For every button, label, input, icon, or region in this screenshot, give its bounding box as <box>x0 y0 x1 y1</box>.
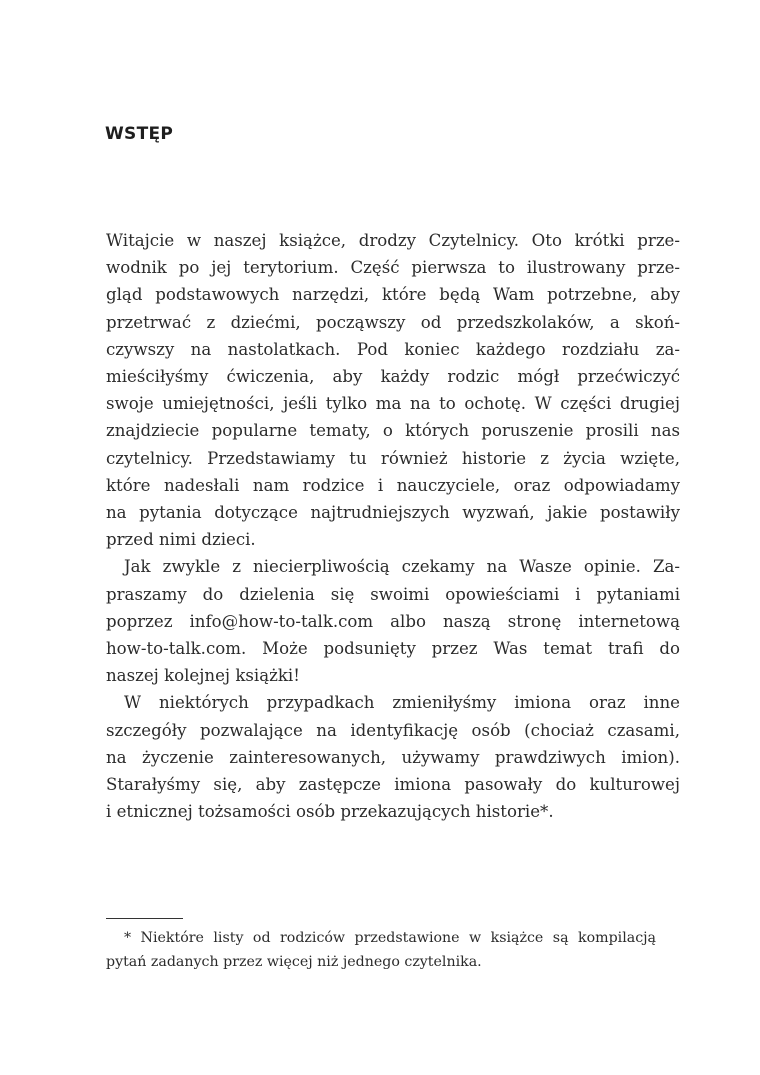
body-text <box>106 227 680 825</box>
text-line: i etnicznej tożsamości osób przekazujących historie*. <box>106 802 554 822</box>
text-line: Witajcie w naszej książce, drodzy Czytelnicy. Oto krótki prze- <box>106 231 680 250</box>
text-line: mieściłyśmy ćwiczenia, aby każdy rodzic mógł przećwiczyć <box>106 367 680 387</box>
text-line: wodnik po jej terytorium. Część pierwsza to ilustrowany prze- <box>106 258 680 278</box>
text-line: na pytania dotyczące najtrudniejszych wyzwań, jakie postawiły <box>106 503 680 523</box>
text-line: how-to-talk.com. Może podsunięty przez Was temat trafi do <box>106 639 680 659</box>
text-line: gląd podstawowych narzędzi, które będą Wam potrzebne, aby <box>106 285 680 305</box>
text-line: naszej kolejnej książki! <box>106 666 300 686</box>
text-line: czywszy na nastolatkach. Pod koniec każdego rozdziału za- <box>106 339 680 359</box>
footnote <box>106 926 656 974</box>
text-line: na życzenie zainteresowanych, używamy prawdziwych imion). <box>106 747 680 767</box>
text-line: poprzez info@how-to-talk.com albo naszą stronę internetową <box>106 611 680 631</box>
text-line: W niektórych przypadkach zmieniłyśmy imiona oraz inne <box>124 693 680 713</box>
text-line: praszamy do dzielenia się swoimi opowieściami i pytaniami <box>106 584 680 604</box>
footnote-divider <box>106 918 183 919</box>
text-line: czytelnicy. Przedstawiamy tu również historie z życia wzięte, <box>106 448 680 468</box>
text-line: przed nimi dzieci. <box>106 530 256 550</box>
footnote-line: * Niektóre listy od rodziców przedstawione w książce są kompilacją <box>124 930 656 946</box>
text-line: które nadesłali nam rodzice i nauczyciele, oraz odpowiadamy <box>106 475 680 495</box>
text-line: znajdziecie popularne tematy, o których poruszenie prosili nas <box>106 421 680 441</box>
text-line: Jak zwykle z niecierpliwością czekamy na Wasze opinie. Za- <box>124 557 680 577</box>
chapter-heading: WSTĘP <box>105 124 174 144</box>
text-line: Starałyśmy się, aby zastępcze imiona pasowały do kulturowej <box>106 775 680 795</box>
text-line: swoje umiejętności, jeśli tylko ma na to ochotę. W części drugiej <box>106 394 680 414</box>
footnote-line: pytań zadanych przez więcej niż jednego czytelnika. <box>106 954 482 970</box>
text-line: przetrwać z dziećmi, począwszy od przedszkolaków, a skoń- <box>106 312 680 332</box>
text-line: szczegóły pozwalające na identyfikację osób (chociaż czasami, <box>106 720 680 740</box>
